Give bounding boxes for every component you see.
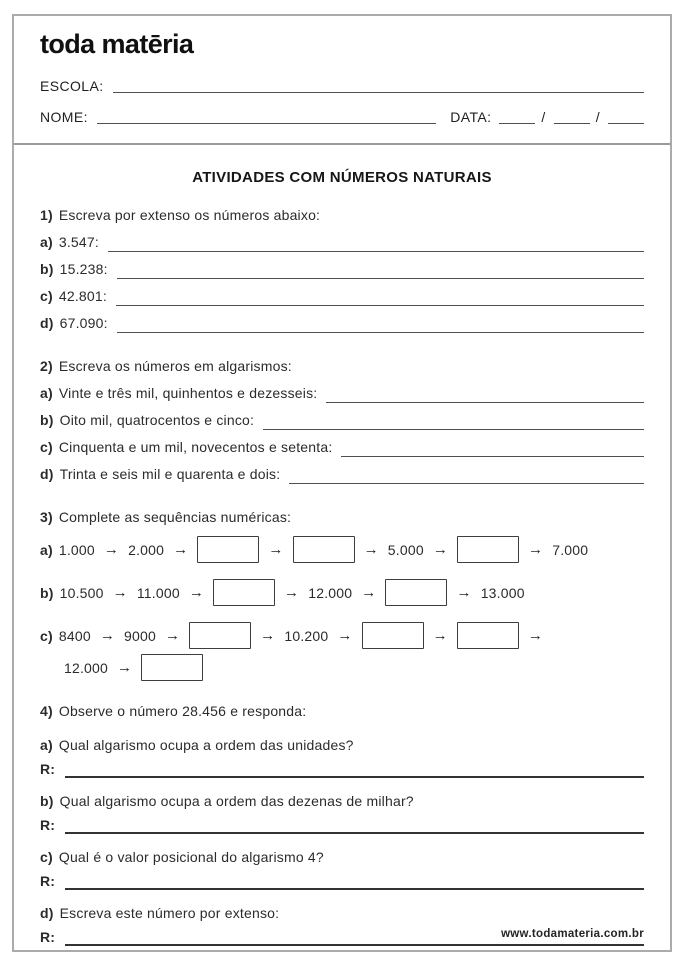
item-number: 67.090: xyxy=(59,315,108,331)
question-4-heading xyxy=(40,698,644,725)
q2-item-d xyxy=(40,461,644,488)
sequence-tokens xyxy=(59,622,543,649)
sequence-number: 10.200 xyxy=(284,627,329,644)
item-text: Escreva este número por extenso: xyxy=(59,905,280,921)
q4-question-d xyxy=(40,900,644,926)
date-separator: / xyxy=(541,109,546,125)
arrow-right-icon: → xyxy=(432,627,448,644)
name-label: NOME: xyxy=(40,109,88,125)
item-text: Qual é o valor posicional do algarismo 4? xyxy=(58,849,324,865)
q4-question-b xyxy=(40,788,644,814)
arrow-right-icon: → xyxy=(456,584,472,601)
item-letter: b) xyxy=(40,584,54,601)
sequence-number: 13.000 xyxy=(480,584,525,601)
footer-url: www.todamateria.com.br xyxy=(501,928,644,940)
sequence-number: 1.000 xyxy=(58,541,95,558)
question-3-heading xyxy=(40,504,644,531)
question-4-text: Observe o número 28.456 e responda: xyxy=(58,703,307,719)
page-header xyxy=(14,16,670,126)
q1-item-b xyxy=(40,256,644,283)
arrow-right-icon: → xyxy=(112,584,128,601)
item-text: Qual algarismo ocupa a ordem das dezenas de milhar? xyxy=(59,793,414,809)
answer-prefix: R: xyxy=(40,761,56,777)
item-text: Vinte e três mil, quinhentos e dezesseis: xyxy=(58,385,318,401)
item-letter: d) xyxy=(40,466,54,482)
q4-question-a xyxy=(40,732,644,758)
arrow-right-icon: → xyxy=(528,541,544,558)
sequence-answer-box xyxy=(457,622,519,649)
arrow-right-icon: → xyxy=(527,627,544,644)
item-number: 3.547: xyxy=(58,234,99,250)
question-3-number: 3) xyxy=(40,509,53,525)
item-letter: b) xyxy=(40,261,54,277)
arrow-right-icon: → xyxy=(268,541,284,558)
question-1-text: Escreva por extenso os números abaixo: xyxy=(58,207,321,223)
q1-item-d xyxy=(40,310,644,337)
q1-item-c xyxy=(40,283,644,310)
date-label: DATA: xyxy=(450,109,492,125)
sequence-answer-box xyxy=(385,579,447,606)
answer-prefix: R: xyxy=(40,873,56,889)
answer-line xyxy=(341,456,644,457)
name-date-row xyxy=(40,108,644,126)
item-letter: d) xyxy=(40,905,54,921)
arrow-right-icon: → xyxy=(432,541,449,558)
q4-answer-c xyxy=(40,870,644,893)
arrow-right-icon: → xyxy=(337,627,353,644)
question-2-text: Escreva os números em algarismos: xyxy=(58,358,292,374)
answer-line xyxy=(263,429,644,430)
answer-line xyxy=(65,944,644,946)
sequence-answer-box xyxy=(141,654,203,681)
arrow-right-icon: → xyxy=(99,627,116,644)
header-divider xyxy=(14,143,670,145)
date-year-line xyxy=(608,123,644,124)
answer-line xyxy=(65,888,644,890)
date-day-line xyxy=(499,123,535,124)
q3-sequence-c-continued xyxy=(64,653,644,682)
item-text: Oito mil, quatrocentos e cinco: xyxy=(59,412,255,428)
q3-sequence-b xyxy=(40,578,644,607)
question-2-number: 2) xyxy=(40,358,53,374)
answer-line xyxy=(65,832,644,834)
sequence-tokens xyxy=(64,654,203,681)
question-4-number: 4) xyxy=(40,703,53,719)
worksheet-page xyxy=(12,14,672,952)
sequence-tokens xyxy=(60,579,525,606)
sequence-answer-box xyxy=(189,622,251,649)
sequence-tokens xyxy=(59,536,588,563)
name-fill-line xyxy=(97,123,436,124)
date-month-line xyxy=(554,123,590,124)
question-2-heading xyxy=(40,353,644,380)
school-field-row xyxy=(40,77,644,95)
item-letter: c) xyxy=(40,627,53,644)
item-letter: c) xyxy=(40,439,53,455)
item-letter: c) xyxy=(40,849,53,865)
sequence-answer-box xyxy=(197,536,259,563)
answer-line xyxy=(326,402,644,403)
q4-item-d xyxy=(40,900,644,949)
arrow-right-icon: → xyxy=(284,584,300,601)
q2-item-a xyxy=(40,380,644,407)
item-letter: b) xyxy=(40,412,54,428)
q1-item-a xyxy=(40,229,644,256)
arrow-right-icon: → xyxy=(164,627,181,644)
arrow-right-icon: → xyxy=(363,541,379,558)
item-letter: a) xyxy=(40,385,53,401)
q4-item-b xyxy=(40,788,644,837)
arrow-right-icon: → xyxy=(117,659,133,676)
sequence-answer-box xyxy=(457,536,519,563)
sequence-number: 12.000 xyxy=(308,584,353,601)
answer-line xyxy=(65,776,644,778)
sequence-number: 10.500 xyxy=(59,584,104,601)
item-number: 42.801: xyxy=(58,288,107,304)
item-letter: a) xyxy=(40,737,53,753)
worksheet-title: ATIVIDADES COM NÚMEROS NATURAIS xyxy=(192,169,492,186)
q3-sequence-a xyxy=(40,535,644,564)
arrow-right-icon: → xyxy=(188,584,205,601)
q4-item-c xyxy=(40,844,644,893)
item-text: Qual algarismo ocupa a ordem das unidades? xyxy=(58,737,354,753)
item-letter: d) xyxy=(40,315,54,331)
sequence-number: 9000 xyxy=(124,627,156,644)
question-1-number: 1) xyxy=(40,207,53,223)
answer-prefix: R: xyxy=(40,929,56,945)
answer-line xyxy=(117,278,644,279)
worksheet-body xyxy=(14,169,670,949)
sequence-answer-box xyxy=(213,579,275,606)
arrow-right-icon: → xyxy=(361,584,377,601)
sequence-number: 12.000 xyxy=(64,659,109,676)
q3-sequence-c xyxy=(40,621,644,650)
question-3-text: Complete as sequências numéricas: xyxy=(58,509,292,525)
sequence-number: 8400 xyxy=(58,627,91,644)
sequence-number: 7.000 xyxy=(552,541,589,558)
sequence-number: 11.000 xyxy=(136,584,180,601)
item-letter: a) xyxy=(40,234,53,250)
answer-prefix: R: xyxy=(40,817,56,833)
arrow-right-icon: → xyxy=(260,627,276,644)
school-label: ESCOLA: xyxy=(40,78,104,94)
item-letter: c) xyxy=(40,288,53,304)
arrow-right-icon: → xyxy=(103,541,120,558)
item-letter: a) xyxy=(40,541,53,558)
q4-answer-b xyxy=(40,814,644,837)
q2-item-c xyxy=(40,434,644,461)
item-text: Trinta e seis mil e quarenta e dois: xyxy=(59,466,281,482)
q4-question-c xyxy=(40,844,644,870)
answer-line xyxy=(108,251,644,252)
sequence-answer-box xyxy=(293,536,355,563)
answer-line xyxy=(117,332,644,333)
brand-logo: toda matēria xyxy=(40,29,194,59)
arrow-right-icon: → xyxy=(173,541,189,558)
q2-item-b xyxy=(40,407,644,434)
q4-item-a xyxy=(40,732,644,781)
q4-answer-a xyxy=(40,758,644,781)
school-fill-line xyxy=(113,92,645,93)
item-number: 15.238: xyxy=(59,261,108,277)
sequence-number: 5.000 xyxy=(387,541,424,558)
date-separator: / xyxy=(595,109,600,125)
question-1-heading xyxy=(40,202,644,229)
answer-line xyxy=(289,483,644,484)
item-letter: b) xyxy=(40,793,54,809)
item-text: Cinquenta e um mil, novecentos e setenta: xyxy=(58,439,333,455)
sequence-answer-box xyxy=(362,622,424,649)
answer-line xyxy=(116,305,644,306)
sequence-number: 2.000 xyxy=(128,541,165,558)
